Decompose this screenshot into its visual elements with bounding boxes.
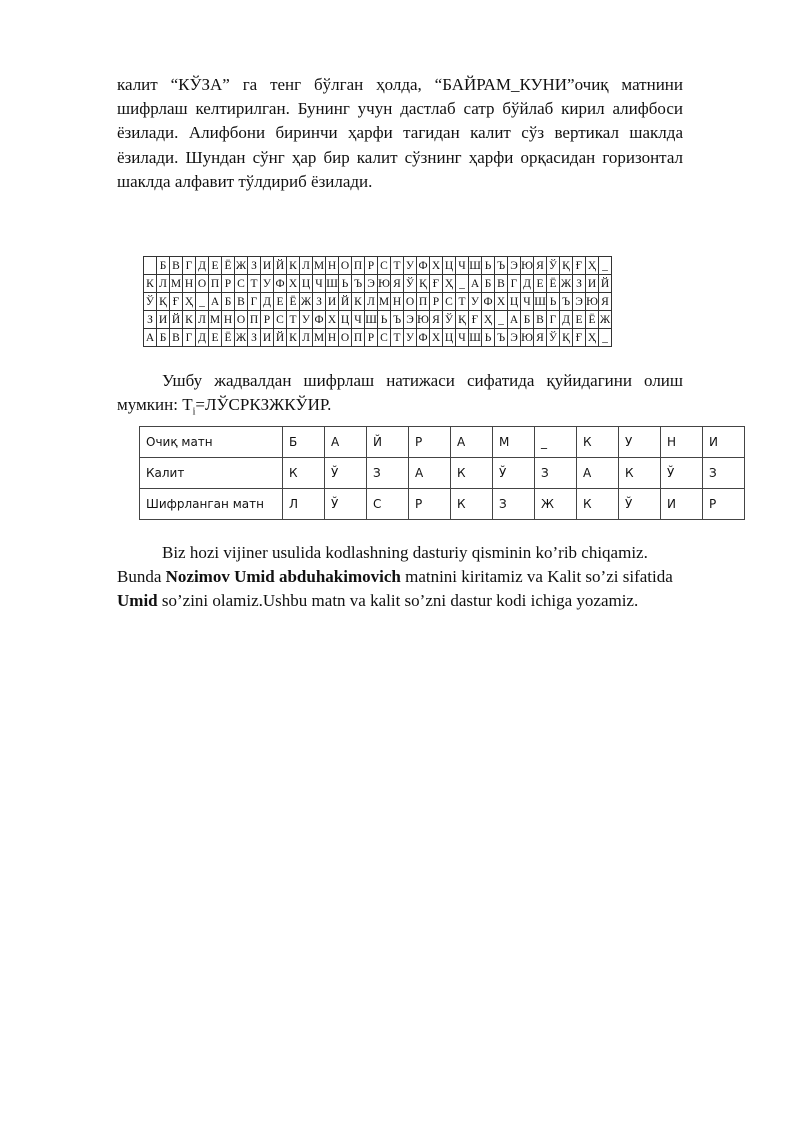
vigenere-cell: Ғ <box>573 257 586 275</box>
vigenere-cell: А <box>469 275 482 293</box>
vigenere-cell: Ҳ <box>586 257 599 275</box>
cipher-row <box>140 458 745 489</box>
vigenere-cell: Ҳ <box>443 275 456 293</box>
vigenere-cell: Ё <box>547 275 560 293</box>
vigenere-cell: Ю <box>521 329 534 347</box>
cipher-cell: Ў <box>619 489 661 520</box>
vigenere-cell: Б <box>482 275 495 293</box>
outro-text: so’zini olamiz.Ushbu matn va kalit so’zni dastur kodi ichiga yozamiz. <box>157 591 639 611</box>
vigenere-cell: В <box>170 329 183 347</box>
vigenere-cell: Ц <box>300 275 313 293</box>
vigenere-cell: К <box>352 293 365 311</box>
result-ciphertext: =ЛЎСРКЗЖКЎИР. <box>195 395 332 415</box>
outro-line <box>117 565 717 589</box>
vigenere-cell: _ <box>495 311 508 329</box>
vigenere-cell: Э <box>508 257 521 275</box>
vigenere-cell: У <box>469 293 482 311</box>
cipher-cell: Н <box>661 427 703 458</box>
vigenere-cell: Ҳ <box>482 311 495 329</box>
vigenere-cell: Х <box>287 275 300 293</box>
vigenere-cell: Ц <box>443 257 456 275</box>
cipher-cell: К <box>451 458 493 489</box>
vigenere-cell: Д <box>560 311 573 329</box>
result-subscript: i <box>192 406 196 418</box>
vigenere-cell: П <box>352 329 365 347</box>
vigenere-cell: М <box>313 257 326 275</box>
vigenere-cell: О <box>339 329 352 347</box>
vigenere-cell: В <box>534 311 547 329</box>
vigenere-cell: К <box>287 329 300 347</box>
vigenere-cell: Ц <box>339 311 352 329</box>
cipher-cell: К <box>619 458 661 489</box>
vigenere-cell: Я <box>430 311 443 329</box>
vigenere-cell: К <box>144 275 157 293</box>
vigenere-cell: Б <box>521 311 534 329</box>
vigenere-cell: _ <box>599 257 612 275</box>
vigenere-cell: Қ <box>456 311 469 329</box>
vigenere-cell: Ж <box>560 275 573 293</box>
vigenere-cell: Я <box>391 275 404 293</box>
vigenere-cell: В <box>495 275 508 293</box>
vigenere-cell: Ч <box>456 329 469 347</box>
vigenere-cell: С <box>378 329 391 347</box>
vigenere-cell: Я <box>534 257 547 275</box>
cipher-row-header: Очиқ матн <box>140 427 283 458</box>
vigenere-cell: О <box>339 257 352 275</box>
cipher-cell: Р <box>409 489 451 520</box>
vigenere-cell: Ш <box>365 311 378 329</box>
vigenere-cell: Д <box>196 257 209 275</box>
result-paragraph <box>117 369 683 425</box>
vigenere-cell: Қ <box>157 293 170 311</box>
intro-line: калит “КЎЗА” га тенг бўлган ҳолда, “БАЙРАМ_КУНИ”очиқ матнини <box>117 75 683 94</box>
vigenere-cell: Д <box>521 275 534 293</box>
vigenere-cell: Й <box>274 329 287 347</box>
vigenere-cell: Ц <box>508 293 521 311</box>
vigenere-cell: Н <box>222 311 235 329</box>
vigenere-row <box>144 293 612 311</box>
vigenere-cell: П <box>417 293 430 311</box>
vigenere-cell: Ў <box>443 311 456 329</box>
vigenere-cell: Г <box>547 311 560 329</box>
cipher-cell: У <box>619 427 661 458</box>
vigenere-cell: Ф <box>417 257 430 275</box>
vigenere-cell: Ш <box>469 257 482 275</box>
cipher-cell: Р <box>409 427 451 458</box>
vigenere-row <box>144 275 612 293</box>
vigenere-cell: Ю <box>417 311 430 329</box>
cipher-cell: А <box>325 427 367 458</box>
cipher-cell: А <box>577 458 619 489</box>
vigenere-cell: Ф <box>313 311 326 329</box>
vigenere-cell: Я <box>599 293 612 311</box>
vigenere-cell: Ш <box>534 293 547 311</box>
vigenere-cell: М <box>378 293 391 311</box>
vigenere-cell: Ғ <box>573 329 586 347</box>
vigenere-cell: Ц <box>443 329 456 347</box>
vigenere-cell: П <box>248 311 261 329</box>
vigenere-cell: Л <box>157 275 170 293</box>
vigenere-cell: Л <box>300 257 313 275</box>
vigenere-cell: Г <box>248 293 261 311</box>
vigenere-cell: Р <box>430 293 443 311</box>
cipher-cell: К <box>577 489 619 520</box>
vigenere-cell: Э <box>365 275 378 293</box>
cipher-cell: З <box>535 458 577 489</box>
vigenere-cell: Г <box>183 257 196 275</box>
vigenere-cell: Б <box>157 329 170 347</box>
vigenere-cell: И <box>326 293 339 311</box>
cipher-cell: А <box>451 427 493 458</box>
outro-bold-name: Nozimov Umid abduhakimovich <box>165 567 401 587</box>
vigenere-cell: П <box>352 257 365 275</box>
vigenere-cell: Ч <box>313 275 326 293</box>
vigenere-cell: Б <box>157 257 170 275</box>
cipher-cell: И <box>661 489 703 520</box>
vigenere-cell: Е <box>209 329 222 347</box>
cipher-cell: С <box>367 489 409 520</box>
vigenere-cell: С <box>274 311 287 329</box>
vigenere-cell: Ғ <box>430 275 443 293</box>
vigenere-cell: Л <box>196 311 209 329</box>
vigenere-cell: Т <box>391 257 404 275</box>
vigenere-cell: Е <box>534 275 547 293</box>
vigenere-cell: С <box>443 293 456 311</box>
outro-text: Bunda <box>117 567 166 587</box>
vigenere-cell: З <box>144 311 157 329</box>
vigenere-cell: Е <box>274 293 287 311</box>
vigenere-cell: В <box>170 257 183 275</box>
vigenere-cell: Х <box>430 257 443 275</box>
vigenere-cell: Н <box>391 293 404 311</box>
cipher-cell: Ў <box>325 489 367 520</box>
vigenere-cell: К <box>183 311 196 329</box>
vigenere-cell: З <box>573 275 586 293</box>
vigenere-cell: Э <box>573 293 586 311</box>
vigenere-cell: А <box>209 293 222 311</box>
vigenere-cell: Б <box>222 293 235 311</box>
vigenere-cell <box>144 257 157 275</box>
vigenere-cell: И <box>261 329 274 347</box>
vigenere-cell: Ъ <box>495 257 508 275</box>
vigenere-cell: П <box>209 275 222 293</box>
vigenere-row <box>144 257 612 275</box>
cipher-cell: К <box>451 489 493 520</box>
vigenere-cell: Д <box>196 329 209 347</box>
vigenere-cell: И <box>157 311 170 329</box>
vigenere-cell: Т <box>248 275 261 293</box>
outro-text: matnini kiritamiz va Kalit so’zi sifatida <box>400 567 673 587</box>
vigenere-cell: Д <box>261 293 274 311</box>
intro-line: шифрлаш келтирилган. Бунинг учун дастлаб сатр бўйлаб кирил алифбоси <box>117 99 683 119</box>
vigenere-cell: А <box>144 329 157 347</box>
vigenere-cell: _ <box>196 293 209 311</box>
vigenere-cell: С <box>235 275 248 293</box>
vigenere-cell: Й <box>339 293 352 311</box>
vigenere-cell: Қ <box>560 257 573 275</box>
vigenere-cell: Қ <box>417 275 430 293</box>
vigenere-cell: Х <box>495 293 508 311</box>
vigenere-cell: С <box>378 257 391 275</box>
vigenere-cell: Ю <box>521 257 534 275</box>
vigenere-cell: Ғ <box>469 311 482 329</box>
cipher-cell: Ў <box>493 458 535 489</box>
vigenere-cell: Т <box>287 311 300 329</box>
vigenere-cell: Ў <box>404 275 417 293</box>
result-line: Ушбу жадвалдан шифрлаш натижаси сифатида қуйидагини олиш <box>162 371 683 390</box>
vigenere-table <box>143 256 612 347</box>
vigenere-cell: Ъ <box>560 293 573 311</box>
outro-line: Biz hozi vijiner usulida kodlashning dasturiy qisminin ko’rib chiqamiz. <box>162 543 648 562</box>
intro-line: ёзилади. Алифбони биринчи ҳарфи тагидан калит сўз вертикал шаклда <box>117 123 683 143</box>
cipher-row <box>140 427 745 458</box>
vigenere-cell: Е <box>573 311 586 329</box>
cipher-row-header: Калит <box>140 458 283 489</box>
vigenere-cell: Э <box>404 311 417 329</box>
result-prefix: мумкин: Т <box>117 395 193 415</box>
vigenere-cell: Ш <box>469 329 482 347</box>
vigenere-cell: Й <box>599 275 612 293</box>
intro-line: шаклда алфавит тўлдириб ёзилади. <box>117 171 373 191</box>
vigenere-cell: Ҳ <box>586 329 599 347</box>
vigenere-cell: М <box>313 329 326 347</box>
vigenere-cell: Ъ <box>495 329 508 347</box>
vigenere-cell: Р <box>365 257 378 275</box>
cipher-cell: Ў <box>661 458 703 489</box>
vigenere-cell: З <box>313 293 326 311</box>
vigenere-cell: У <box>300 311 313 329</box>
cipher-cell: З <box>703 458 745 489</box>
outro-paragraph <box>117 541 717 614</box>
vigenere-cell: Ь <box>547 293 560 311</box>
vigenere-cell: Ю <box>586 293 599 311</box>
vigenere-cell: _ <box>456 275 469 293</box>
vigenere-cell: Қ <box>560 329 573 347</box>
cipher-cell: З <box>367 458 409 489</box>
cipher-cell: М <box>493 427 535 458</box>
vigenere-row <box>144 329 612 347</box>
vigenere-cell: Т <box>391 329 404 347</box>
cipher-row-header: Шифрланган матн <box>140 489 283 520</box>
vigenere-cell: Р <box>222 275 235 293</box>
vigenere-cell: З <box>248 329 261 347</box>
vigenere-cell: Ш <box>326 275 339 293</box>
vigenere-cell: Й <box>170 311 183 329</box>
vigenere-cell: З <box>248 257 261 275</box>
cipher-cell: И <box>703 427 745 458</box>
intro-paragraph <box>117 73 683 194</box>
vigenere-cell: О <box>235 311 248 329</box>
vigenere-cell: Л <box>365 293 378 311</box>
vigenere-cell: Ь <box>482 257 495 275</box>
vigenere-cell: Ф <box>274 275 287 293</box>
intro-line: ёзилади. Шундан сўнг ҳар бир калит сўзнинг ҳарфи орқасидан горизонтал <box>117 147 683 167</box>
cipher-cell: К <box>283 458 325 489</box>
cipher-cell: Ж <box>535 489 577 520</box>
result-line <box>117 393 683 425</box>
vigenere-cell: Ё <box>586 311 599 329</box>
vigenere-cell: Ъ <box>391 311 404 329</box>
outro-bold-key: Umid <box>117 591 158 611</box>
vigenere-cell: Ч <box>521 293 534 311</box>
cipher-cell: А <box>409 458 451 489</box>
vigenere-cell: Ч <box>352 311 365 329</box>
vigenere-cell: Л <box>300 329 313 347</box>
vigenere-cell: Е <box>209 257 222 275</box>
vigenere-cell: Ф <box>417 329 430 347</box>
vigenere-cell: Ь <box>482 329 495 347</box>
vigenere-cell: Т <box>456 293 469 311</box>
vigenere-cell: У <box>404 257 417 275</box>
vigenere-cell: Ҳ <box>183 293 196 311</box>
vigenere-cell: _ <box>599 329 612 347</box>
vigenere-cell: А <box>508 311 521 329</box>
vigenere-cell: Х <box>430 329 443 347</box>
vigenere-cell: К <box>287 257 300 275</box>
vigenere-cell: Ў <box>547 257 560 275</box>
vigenere-cell: О <box>404 293 417 311</box>
vigenere-cell: Я <box>534 329 547 347</box>
vigenere-cell: Ж <box>235 257 248 275</box>
vigenere-cell: Ж <box>235 329 248 347</box>
vigenere-cell: Ж <box>599 311 612 329</box>
outro-line <box>117 589 717 613</box>
cipher-cell: К <box>577 427 619 458</box>
vigenere-cell: Ў <box>144 293 157 311</box>
vigenere-cell: Р <box>365 329 378 347</box>
cipher-cell: Ў <box>325 458 367 489</box>
vigenere-row <box>144 311 612 329</box>
vigenere-cell: Н <box>183 275 196 293</box>
vigenere-cell: Р <box>261 311 274 329</box>
cipher-cell: Р <box>703 489 745 520</box>
vigenere-cell: Ё <box>222 257 235 275</box>
vigenere-cell: Й <box>274 257 287 275</box>
vigenere-cell: Ф <box>482 293 495 311</box>
cipher-cell: Й <box>367 427 409 458</box>
vigenere-cell: Ў <box>547 329 560 347</box>
vigenere-cell: Ъ <box>352 275 365 293</box>
vigenere-cell: Н <box>326 329 339 347</box>
vigenere-cell: О <box>196 275 209 293</box>
vigenere-cell: Ё <box>287 293 300 311</box>
vigenere-cell: Г <box>183 329 196 347</box>
vigenere-cell: Ж <box>300 293 313 311</box>
vigenere-cell: Г <box>508 275 521 293</box>
vigenere-cell: М <box>170 275 183 293</box>
vigenere-cell: Э <box>508 329 521 347</box>
vigenere-cell: У <box>261 275 274 293</box>
vigenere-cell: Ғ <box>170 293 183 311</box>
cipher-cell: Л <box>283 489 325 520</box>
vigenere-cell: У <box>404 329 417 347</box>
vigenere-cell: Х <box>326 311 339 329</box>
cipher-table <box>139 426 745 520</box>
vigenere-cell: Ь <box>339 275 352 293</box>
vigenere-cell: Ю <box>378 275 391 293</box>
cipher-cell: _ <box>535 427 577 458</box>
vigenere-cell: Ё <box>222 329 235 347</box>
vigenere-cell: И <box>586 275 599 293</box>
cipher-row <box>140 489 745 520</box>
vigenere-cell: И <box>261 257 274 275</box>
vigenere-cell: Ь <box>378 311 391 329</box>
cipher-cell: Б <box>283 427 325 458</box>
vigenere-cell: В <box>235 293 248 311</box>
vigenere-cell: М <box>209 311 222 329</box>
cipher-cell: З <box>493 489 535 520</box>
vigenere-cell: Н <box>326 257 339 275</box>
vigenere-cell: Ч <box>456 257 469 275</box>
